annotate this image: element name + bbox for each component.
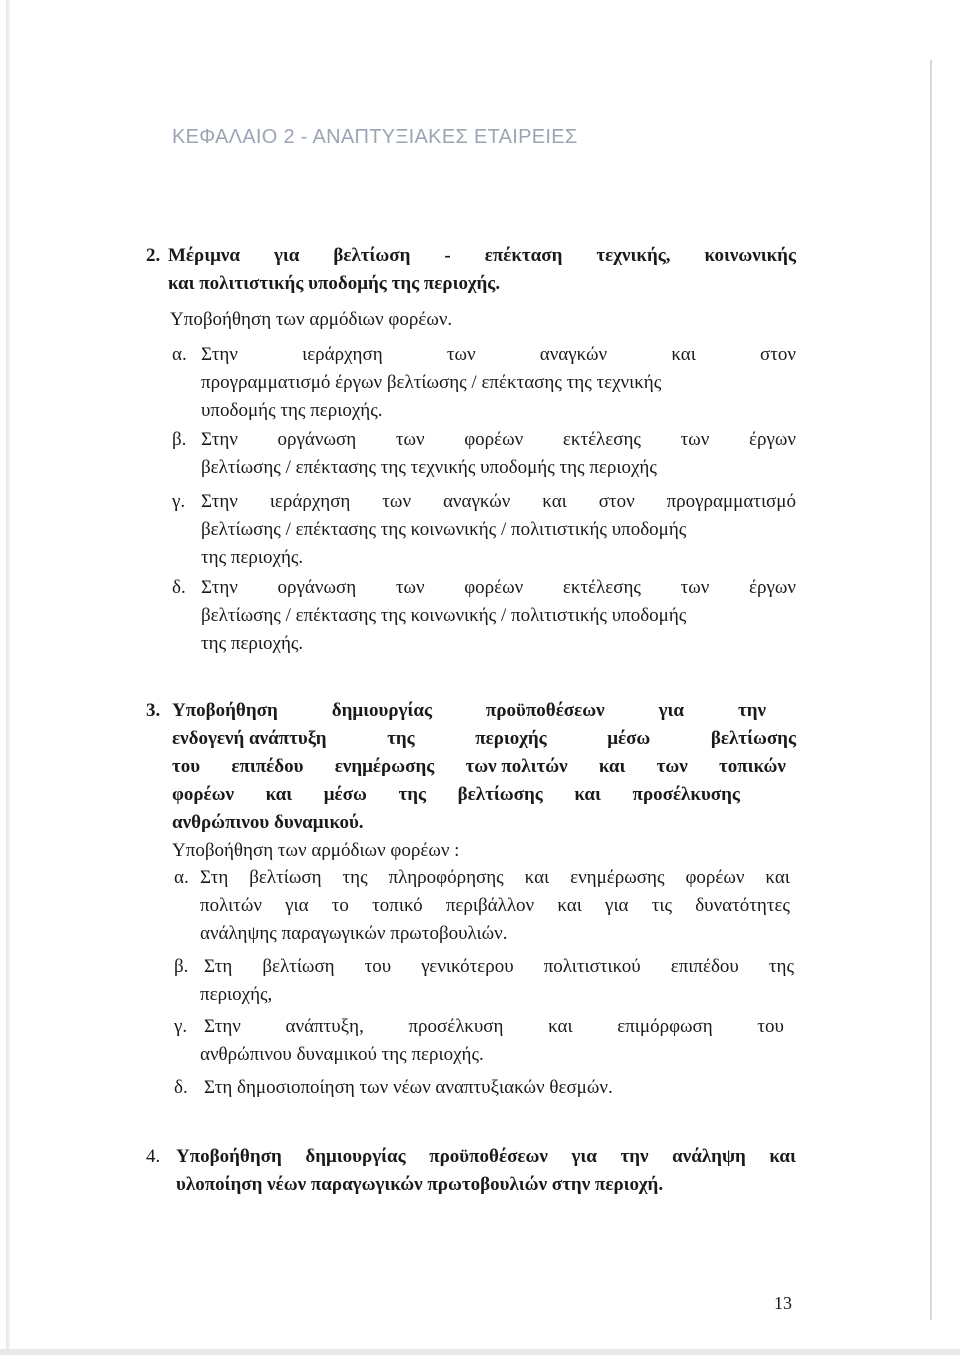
item-word: έργων bbox=[749, 429, 796, 450]
heading-word: της bbox=[398, 784, 427, 805]
item-words bbox=[200, 864, 790, 892]
heading-word: την bbox=[620, 1146, 649, 1167]
item-word: έργων bbox=[749, 577, 796, 598]
item-word: πολιτιστικού bbox=[543, 956, 641, 977]
item-words bbox=[201, 574, 796, 602]
heading-word: Μέριμνα bbox=[168, 245, 240, 266]
item-letter: γ. bbox=[172, 491, 186, 512]
heading-word: για bbox=[571, 1146, 597, 1167]
item-word: ιεράρχηση bbox=[302, 344, 383, 365]
section-2-heading-words bbox=[168, 242, 796, 270]
item-line: της περιοχής. bbox=[201, 633, 304, 654]
item-line: περιοχής, bbox=[200, 984, 273, 1005]
item-word: ενημέρωσης bbox=[570, 867, 665, 888]
item-word: και bbox=[542, 491, 567, 512]
item-word: και bbox=[524, 867, 550, 888]
item-word: Στην bbox=[201, 491, 238, 512]
item-letter: β. bbox=[172, 429, 187, 450]
heading-text: ανθρώπινου δυναμικού. bbox=[172, 812, 364, 833]
intro-text: Υποβοήθηση των αρμόδιων φορέων. bbox=[170, 309, 453, 330]
item-word: Στην bbox=[201, 577, 238, 598]
heading-word: ενδογενή ανάπτυξη bbox=[172, 728, 327, 749]
heading-word: της bbox=[387, 728, 415, 749]
item-word: της bbox=[768, 956, 794, 977]
list-item-3a bbox=[146, 864, 796, 948]
heading-word: για bbox=[658, 700, 684, 721]
item-word: των bbox=[680, 577, 710, 598]
item-word: το bbox=[331, 895, 349, 916]
heading-word: επέκταση bbox=[484, 245, 563, 266]
scan-edge-right bbox=[930, 60, 932, 1320]
heading-word: προϋποθέσεων bbox=[485, 700, 605, 721]
item-letter: γ. bbox=[174, 1016, 188, 1037]
section-2-heading-line-1 bbox=[146, 242, 796, 270]
item-word: των bbox=[680, 429, 710, 450]
heading-word: και bbox=[769, 1146, 796, 1167]
heading-word: - bbox=[444, 245, 451, 266]
section-3-heading-line-5 bbox=[146, 809, 796, 837]
item-line: βελτίωσης / επέκτασης της τεχνικής υποδομής της περιοχής bbox=[201, 457, 657, 478]
item-word: και bbox=[765, 867, 790, 888]
item-word: του bbox=[364, 956, 392, 977]
chapter-header: ΚΕΦΑΛΑΙΟ 2 - ΑΝΑΠΤΥΞΙΑΚΕΣ ΕΤΑΙΡΕΙΕΣ bbox=[172, 126, 578, 148]
page-number: 13 bbox=[774, 1293, 792, 1313]
item-word: επιπέδου bbox=[670, 956, 739, 977]
item-word: Στη bbox=[204, 956, 233, 977]
heading-words bbox=[176, 1143, 796, 1171]
section-number: 2. bbox=[146, 245, 161, 266]
heading-word: και bbox=[265, 784, 293, 805]
section-2-heading-line-2 bbox=[146, 270, 796, 298]
section-4-heading-line-2 bbox=[146, 1171, 796, 1199]
item-word: της bbox=[342, 867, 368, 888]
item-word: φορέων bbox=[464, 429, 524, 450]
item-word: του bbox=[757, 1016, 784, 1037]
list-item-3d bbox=[146, 1074, 796, 1102]
heading-word: για bbox=[273, 245, 300, 266]
item-words bbox=[204, 1013, 784, 1041]
section-3-heading-line-4 bbox=[146, 781, 796, 809]
item-word: αναγκών bbox=[442, 491, 511, 512]
heading-word: μέσω bbox=[607, 728, 651, 749]
item-word: περιβάλλον bbox=[445, 895, 535, 916]
item-word: οργάνωση bbox=[277, 429, 357, 450]
list-item-2a bbox=[146, 341, 796, 425]
heading-text: υλοποίηση νέων παραγωγικών πρωτοβουλιών στην περιοχή. bbox=[176, 1174, 664, 1195]
item-word: επιμόρφωση bbox=[617, 1016, 713, 1037]
item-word: Στην bbox=[204, 1016, 241, 1037]
heading-word: τοπικών bbox=[718, 756, 786, 777]
heading-words bbox=[172, 781, 740, 809]
list-item-3b bbox=[146, 953, 796, 1009]
item-line: προγραμματισμό έργων βελτίωσης / επέκτασης της τεχνικής bbox=[201, 372, 662, 393]
heading-word: βελτίωση bbox=[333, 245, 411, 266]
item-word: τοπικό bbox=[372, 895, 423, 916]
item-word: στον bbox=[598, 491, 635, 512]
item-word: εκτέλεσης bbox=[562, 429, 641, 450]
heading-word: Υποβοήθηση bbox=[172, 700, 278, 721]
item-line: Στη δημοσιοποίηση των νέων αναπτυξιακών θεσμών. bbox=[204, 1077, 613, 1098]
item-line: ανθρώπινου δυναμικού της περιοχής. bbox=[200, 1044, 484, 1065]
item-word: οργάνωση bbox=[277, 577, 357, 598]
section-3-heading-line-2 bbox=[146, 725, 796, 753]
item-word: βελτίωση bbox=[262, 956, 335, 977]
heading-word: προϋποθέσεων bbox=[429, 1146, 548, 1167]
item-word: προγραμματισμό bbox=[666, 491, 796, 512]
item-word: τις bbox=[651, 895, 672, 916]
item-word: φορέων bbox=[685, 867, 745, 888]
heading-word: κοινωνικής bbox=[704, 245, 796, 266]
heading-word: μέσω bbox=[323, 784, 367, 805]
heading-text: και πολιτιστικής υποδομής της περιοχής. bbox=[168, 273, 501, 294]
item-word: προσέλκυση bbox=[408, 1016, 504, 1037]
section-3-heading-line-1 bbox=[146, 697, 796, 725]
heading-word: Υποβοήθηση bbox=[176, 1146, 282, 1167]
item-word: στον bbox=[760, 344, 796, 365]
intro-text: Υποβοήθηση των αρμόδιων φορέων : bbox=[172, 840, 460, 861]
scan-edge-left bbox=[6, 0, 10, 1355]
item-line: της περιοχής. bbox=[201, 547, 304, 568]
heading-word: βελτίωσης bbox=[457, 784, 543, 805]
scan-edge-bottom bbox=[0, 1349, 960, 1355]
item-words bbox=[204, 953, 794, 981]
heading-word: βελτίωσης bbox=[710, 728, 796, 749]
item-words bbox=[201, 488, 796, 516]
item-word: Στη bbox=[200, 867, 229, 888]
section-4-heading-line-1 bbox=[146, 1143, 796, 1171]
item-word: των bbox=[395, 577, 425, 598]
item-word: και bbox=[671, 344, 696, 365]
item-word: και bbox=[548, 1016, 573, 1037]
item-letter: α. bbox=[172, 344, 187, 365]
heading-word: και bbox=[598, 756, 626, 777]
heading-word: δημιουργίας bbox=[305, 1146, 406, 1167]
item-word: ιεράρχηση bbox=[269, 491, 351, 512]
item-words bbox=[201, 426, 796, 454]
heading-word: του bbox=[172, 756, 201, 777]
heading-word: περιοχής bbox=[475, 728, 547, 749]
item-word: των bbox=[395, 429, 425, 450]
item-word: εκτέλεσης bbox=[562, 577, 641, 598]
list-item-2d bbox=[146, 574, 796, 658]
section-2-intro bbox=[146, 306, 796, 334]
heading-words bbox=[172, 753, 786, 781]
heading-words bbox=[172, 725, 796, 753]
heading-word: των bbox=[656, 756, 688, 777]
item-words bbox=[201, 341, 796, 369]
item-word: βελτίωση bbox=[249, 867, 322, 888]
item-word: για bbox=[285, 895, 309, 916]
section-3-heading-line-3 bbox=[146, 753, 796, 781]
heading-word: και bbox=[574, 784, 601, 805]
heading-word: δημιουργίας bbox=[331, 700, 432, 721]
item-word: γενικότερου bbox=[421, 956, 514, 977]
section-3-intro bbox=[146, 837, 796, 865]
item-line: ανάληψης παραγωγικών πρωτοβουλιών. bbox=[200, 923, 508, 944]
heading-word: ανάληψη bbox=[672, 1146, 746, 1167]
item-line: βελτίωσης / επέκτασης της κοινωνικής / πολιτιστικής υποδομής bbox=[201, 605, 687, 626]
heading-word: ενημέρωσης bbox=[334, 756, 435, 777]
item-word: δυνατότητες bbox=[695, 895, 790, 916]
heading-word: των πολιτών bbox=[465, 756, 568, 777]
item-line: βελτίωσης / επέκτασης της κοινωνικής / πολιτιστικής υποδομής bbox=[201, 519, 687, 540]
item-word: πληροφόρησης bbox=[388, 867, 504, 888]
item-word: των bbox=[446, 344, 476, 365]
section-4 bbox=[146, 1143, 796, 1199]
item-word: πολιτών bbox=[200, 895, 262, 916]
item-word: Στην bbox=[201, 344, 238, 365]
heading-words bbox=[172, 697, 766, 725]
heading-word: την bbox=[737, 700, 766, 721]
section-number: 3. bbox=[146, 700, 161, 721]
heading-word: τεχνικής, bbox=[596, 245, 671, 266]
section-3 bbox=[146, 697, 796, 865]
item-word: αναγκών bbox=[539, 344, 608, 365]
section-2 bbox=[146, 242, 796, 298]
item-letter: β. bbox=[174, 956, 189, 977]
item-word: φορέων bbox=[464, 577, 524, 598]
item-words bbox=[200, 892, 790, 920]
item-letter: δ. bbox=[174, 1077, 188, 1098]
section-number: 4. bbox=[146, 1146, 161, 1167]
list-item-2b bbox=[146, 426, 796, 482]
item-line: υποδομής της περιοχής. bbox=[201, 400, 383, 421]
item-word: Στην bbox=[201, 429, 238, 450]
list-item-3c bbox=[146, 1013, 796, 1069]
item-letter: α. bbox=[174, 867, 189, 888]
heading-word: προσέλκυσης bbox=[632, 784, 740, 805]
item-word: των bbox=[382, 491, 412, 512]
item-word: για bbox=[605, 895, 629, 916]
heading-word: φορέων bbox=[172, 784, 235, 805]
item-letter: δ. bbox=[172, 577, 186, 598]
item-word: και bbox=[557, 895, 582, 916]
list-item-2c bbox=[146, 488, 796, 572]
item-word: ανάπτυξη, bbox=[285, 1016, 364, 1037]
heading-word: επιπέδου bbox=[231, 756, 304, 777]
